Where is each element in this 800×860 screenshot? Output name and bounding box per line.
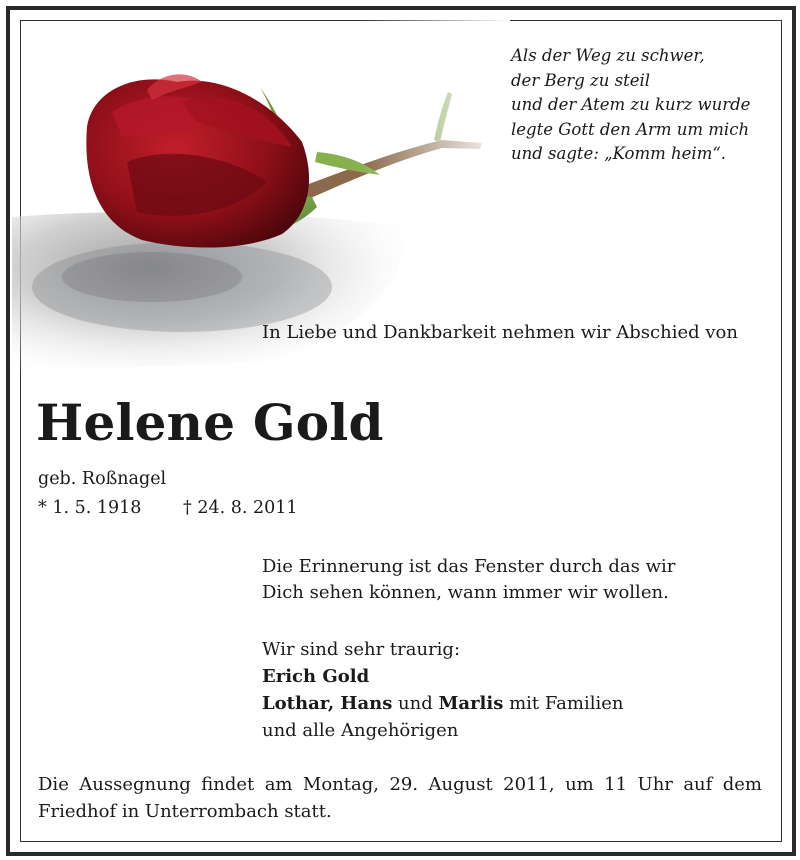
service-notice: Die Aussegnung findet am Montag, 29. August 2011, um 11 Uhr auf dem Friedhof in Unterrombach statt. [38,774,762,822]
poem-line: und sagte: „Komm heim“. [511,144,727,163]
death-date: † 24. 8. 2011 [183,498,298,518]
mourner-suffix: mit Familien [503,693,624,714]
mourner-conjunction: und [392,693,439,714]
mourner-names-2: Marlis [438,693,504,714]
life-dates [38,498,298,518]
poem-line: Als der Weg zu schwer, [511,46,705,65]
poem-line: legte Gott den Arm um mich [511,119,750,139]
deceased-name: Helene Gold [36,393,384,452]
rose-icon [12,12,510,372]
rose-image [12,12,510,372]
mourners [262,636,623,744]
born-name: geb. Roßnagel [38,469,167,489]
birth-date: * 1. 5. 1918 [38,498,142,518]
mourners-heading: Wir sind sehr traurig: [262,639,461,660]
memorial-quote [262,554,675,606]
mourner-line-1: Erich Gold [262,666,370,687]
quote-line: Die Erinnerung ist das Fenster durch das wir [262,556,676,577]
intro-text: In Liebe und Dankbarkeit nehmen wir Abschied von [262,322,738,343]
mourner-line-3: und alle Angehörigen [262,720,459,741]
mourner-names-1: Lothar, Hans [262,693,393,714]
poem-line: und der Atem zu kurz wurde [511,95,751,114]
quote-line: Dich sehen können, wann immer wir wollen. [262,582,669,603]
poem [511,44,781,167]
poem-line: der Berg zu steil [511,70,651,90]
mourner-line-2 [262,690,623,717]
